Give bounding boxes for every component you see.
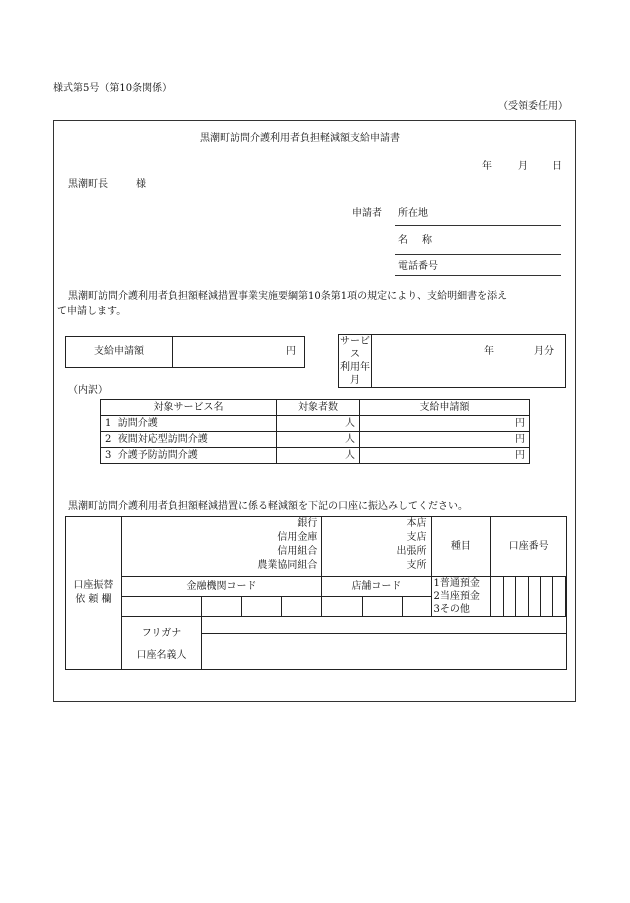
breakdown-row <box>101 416 530 432</box>
breakdown-row <box>101 432 530 448</box>
account-type-2: 2当座預金 <box>433 591 480 602</box>
account-digit-box[interactable] <box>503 577 515 617</box>
branch-sub: 支所 <box>406 560 427 571</box>
amount-field[interactable] <box>360 432 530 448</box>
account-digit-box[interactable] <box>566 577 567 617</box>
holder-label: 口座名義人 <box>136 650 187 661</box>
row-number: 1 <box>105 417 112 429</box>
name-label-char1: 名 <box>398 235 408 246</box>
institution-shinkin: 信用金庫 <box>277 532 318 543</box>
body-text-line2: て申請します。 <box>57 306 127 317</box>
breakdown-label: （内訳） <box>68 385 108 396</box>
transfer-text: 黒潮町訪問介護利用者負担額軽減措置に係る軽減額を下記の口座に振込みしてください。 <box>68 501 468 512</box>
addressee-honorific: 様 <box>136 179 146 190</box>
institution-nokyo: 農業協同組合 <box>257 560 318 571</box>
furigana-divider <box>202 633 566 634</box>
service-label-line1: サービス <box>340 336 370 360</box>
count-unit: 人 <box>345 417 355 429</box>
account-type-cell[interactable] <box>431 577 491 617</box>
date-day: 日 <box>552 161 562 172</box>
amount-unit: 円 <box>515 433 525 445</box>
branch-office: 出張所 <box>396 546 427 557</box>
branch-code-box[interactable] <box>362 597 402 617</box>
count-field[interactable] <box>277 448 360 464</box>
account-digit-box[interactable] <box>553 577 566 617</box>
branch-code-box[interactable] <box>322 597 362 617</box>
phone-label: 電話番号 <box>398 261 438 272</box>
account-digit-box[interactable] <box>528 577 540 617</box>
service-period-table <box>338 334 566 388</box>
service-year: 年 <box>484 346 494 357</box>
holder-labels <box>121 617 202 670</box>
amount-field[interactable] <box>360 448 530 464</box>
institution-bank: 銀行 <box>297 518 318 529</box>
header-amount: 支給申請額 <box>360 400 530 416</box>
bank-code-box[interactable] <box>242 597 282 617</box>
breakdown-table <box>100 399 530 464</box>
count-unit: 人 <box>345 449 355 461</box>
phone-field[interactable] <box>395 275 561 276</box>
row-number: 2 <box>105 433 112 445</box>
bank-code-box[interactable] <box>121 597 202 617</box>
service-name: 夜間対応型訪問介護 <box>117 433 208 445</box>
row-number: 3 <box>105 449 112 461</box>
bank-section-label <box>66 517 122 670</box>
account-type-3: 3その他 <box>433 604 470 615</box>
institution-type-cell[interactable] <box>121 517 322 577</box>
applicant-label: 申請者 <box>352 208 382 219</box>
bank-table <box>65 516 567 670</box>
branch-code-label: 店舗コード <box>322 577 431 597</box>
amount-unit: 円 <box>515 449 525 461</box>
count-unit: 人 <box>345 433 355 445</box>
form-number: 様式第5号（第10条関係） <box>53 83 173 94</box>
amount-field[interactable] <box>173 337 305 368</box>
furigana-label: フリガナ <box>141 628 182 639</box>
account-digit-box[interactable] <box>491 577 503 617</box>
amount-field[interactable] <box>360 416 530 432</box>
service-cell <box>101 432 277 448</box>
date-month: 月 <box>518 161 528 172</box>
branch-code-box[interactable] <box>402 597 431 617</box>
header-count: 対象者数 <box>277 400 360 416</box>
amount-label: 支給申請額 <box>66 337 173 368</box>
bank-section-label-line2: 依 頼 欄 <box>75 594 112 605</box>
branch-branch: 支店 <box>406 532 427 543</box>
account-type-1: 1普通預金 <box>433 578 480 589</box>
branch-main: 本店 <box>406 518 427 529</box>
name-label-char2: 称 <box>422 235 432 246</box>
header-service: 対象サービス名 <box>101 400 277 416</box>
address-field[interactable] <box>395 225 561 226</box>
account-digit-box[interactable] <box>516 577 528 617</box>
bank-code-box[interactable] <box>282 597 322 617</box>
account-header: 口座番号 <box>491 517 567 577</box>
amount-unit: 円 <box>286 346 296 357</box>
service-month: 月分 <box>534 346 554 357</box>
name-field[interactable] <box>395 254 561 255</box>
service-cell <box>101 448 277 464</box>
holder-name-field[interactable] <box>202 617 567 670</box>
service-name: 介護予防訪問介護 <box>117 449 198 461</box>
service-name: 訪問介護 <box>117 417 158 429</box>
service-label-line2: 利用年月 <box>340 362 370 386</box>
service-period-label <box>339 335 372 388</box>
type-header: 種目 <box>431 517 491 577</box>
branch-type-cell[interactable] <box>322 517 431 577</box>
bank-code-label: 金融機関コード <box>121 577 322 597</box>
body-text-line1: 黒潮町訪問介護利用者負担額軽減措置事業実施要綱第10条第1項の規定により、支給明細書を添え <box>68 291 508 302</box>
form-type: （受領委任用） <box>498 101 568 112</box>
address-label: 所在地 <box>398 208 428 219</box>
date-year: 年 <box>482 161 492 172</box>
service-period-field[interactable] <box>372 335 566 388</box>
institution-kumiai: 信用組合 <box>277 546 318 557</box>
account-digit-box[interactable] <box>541 577 553 617</box>
bank-section-label-line1: 口座振替 <box>73 580 114 591</box>
form-title: 黒潮町訪問介護利用者負担軽減額支給申請書 <box>200 133 400 144</box>
amount-unit: 円 <box>515 417 525 429</box>
addressee-name: 黒潮町長 <box>68 179 108 190</box>
count-field[interactable] <box>277 416 360 432</box>
bank-code-box[interactable] <box>202 597 242 617</box>
amount-table <box>65 336 305 368</box>
count-field[interactable] <box>277 432 360 448</box>
service-cell <box>101 416 277 432</box>
breakdown-row <box>101 448 530 464</box>
